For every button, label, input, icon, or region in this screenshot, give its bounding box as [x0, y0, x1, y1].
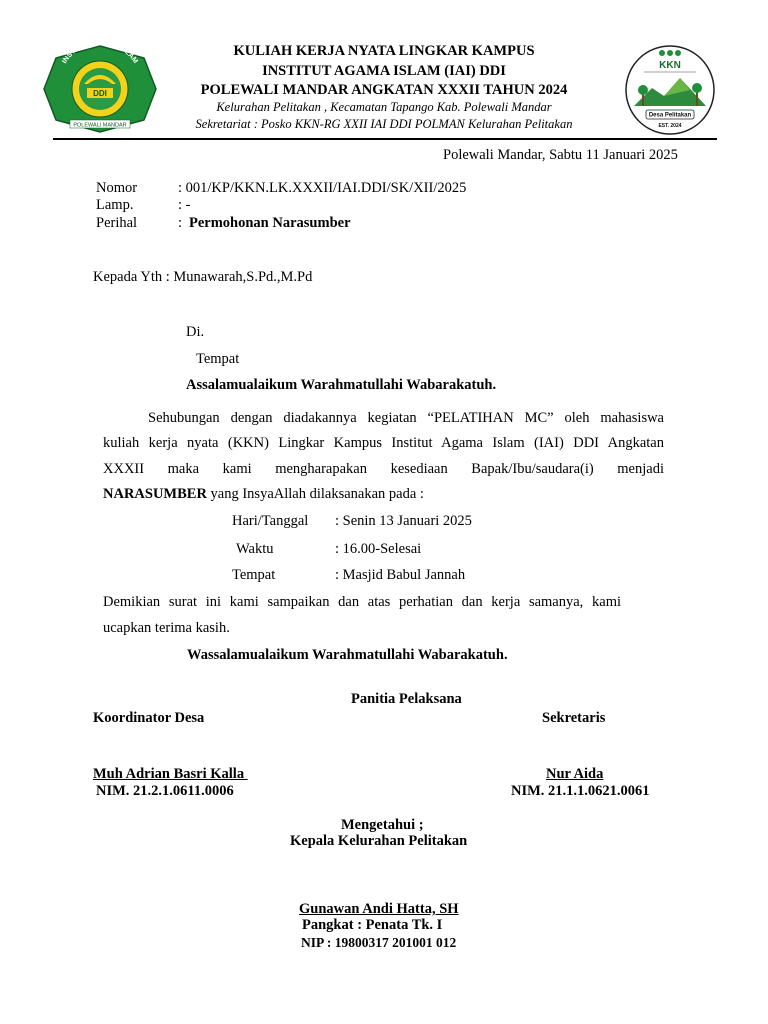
- committee-title: Panitia Pelaksana: [351, 691, 462, 707]
- header-line-4: Kelurahan Pelitakan , Kecamatan Tapango Kab. Polewali Mandar: [216, 100, 552, 114]
- header-divider: [53, 138, 717, 140]
- farewell: Wassalamualaikum Warahmatullahi Wabarakatuh.: [187, 647, 508, 663]
- perihal-colon: :: [178, 215, 183, 231]
- closing-line-1: Demikian surat ini kami sampaikan dan atas perhatian dan kerja samanya, kami: [103, 594, 621, 610]
- kkn-logo: [624, 44, 716, 136]
- detail-label-place: Tempat: [232, 567, 276, 583]
- greeting: Assalamualaikum Warahmatullahi Wabarakatuh.: [186, 377, 497, 393]
- paragraph-line-2: kuliah kerja nyata (KKN) Lingkar Kampus Institut Agama Islam (IAI) DDI Angkatan: [103, 435, 664, 451]
- right-role: Sekretaris: [542, 710, 606, 726]
- head-rank: Pangkat : Penata Tk. I: [302, 917, 443, 933]
- detail-value-date: : Senin 13 Januari 2025: [335, 513, 472, 529]
- logo-bottom-text: POLEWALI MANDAR: [73, 122, 127, 129]
- right-signatory-nim: NIM. 21.1.1.0621.0061: [511, 783, 650, 799]
- lamp-label: Lamp.: [96, 197, 134, 213]
- left-role: Koordinator Desa: [93, 710, 205, 726]
- paragraph-line-1: Sehubungan dengan diadakannya kegiatan “PELATIHAN MC” oleh mahasiswa: [148, 410, 664, 426]
- header-line-1: KULIAH KERJA NYATA LINGKAR KAMPUS: [233, 43, 535, 59]
- head-nip: NIP : 19800317 201001 012: [301, 935, 457, 950]
- di-label: Di.: [186, 324, 205, 340]
- head-name: Gunawan Andi Hatta, SH: [299, 901, 459, 917]
- acknowledge-role: Kepala Kelurahan Pelitakan: [290, 833, 468, 849]
- header-line-3: POLEWALI MANDAR ANGKATAN XXXII TAHUN 2024: [200, 82, 568, 98]
- perihal-label: Perihal: [96, 215, 138, 231]
- kkn-ribbon: Desa Pelitakan: [648, 112, 692, 119]
- detail-label-date: Hari/Tanggal: [232, 513, 309, 529]
- recipient: Kepada Yth : Munawarah,S.Pd.,M.Pd: [93, 269, 313, 285]
- perihal-value: Permohonan Narasumber: [189, 215, 351, 231]
- lamp-value: : -: [178, 197, 191, 213]
- paragraph-line-4-rest: yang InsyaAllah dilaksanakan pada :: [206, 486, 424, 502]
- detail-value-place: : Masjid Babul Jannah: [335, 567, 466, 583]
- kkn-title: KKN: [659, 60, 681, 71]
- nomor-label: Nomor: [96, 180, 138, 196]
- detail-label-time: Waktu: [236, 541, 274, 557]
- kkn-est: EST. 2024: [658, 123, 682, 129]
- header-line-2: INSTITUT AGAMA ISLAM (IAI) DDI: [262, 63, 506, 79]
- paragraph-line-3: XXXII maka kami mengharapakan kesediaan Bapak/Ibu/saudara(i) menjadi: [103, 461, 664, 477]
- left-signatory-name: Muh Adrian Basri Kalla: [93, 766, 248, 782]
- logo-ring-text: INSTITUT A ISLAM: [61, 44, 139, 65]
- logo-center-text: DDI: [93, 89, 107, 98]
- date-line: Polewali Mandar, Sabtu 11 Januari 2025: [443, 147, 678, 163]
- right-signatory-name: Nur Aida: [546, 766, 604, 782]
- paragraph-line-4: [103, 486, 424, 503]
- detail-value-time: : 16.00-Selesai: [335, 541, 422, 557]
- left-signatory-nim: NIM. 21.2.1.0611.0006: [96, 783, 234, 799]
- closing-line-2: ucapkan terima kasih.: [103, 620, 230, 636]
- tempat-label: Tempat: [196, 351, 240, 367]
- nomor-value: : 001/KP/KKN.LK.XXXII/IAI.DDI/SK/XII/2025: [178, 180, 467, 196]
- acknowledge-label: Mengetahui ;: [341, 817, 424, 833]
- header-line-5: Sekretariat : Posko KKN-RG XXII IAI DDI POLMAN Kelurahan Pelitakan: [195, 117, 573, 131]
- narasumber-bold: NARASUMBER: [103, 486, 207, 502]
- iai-ddi-logo: [40, 44, 160, 134]
